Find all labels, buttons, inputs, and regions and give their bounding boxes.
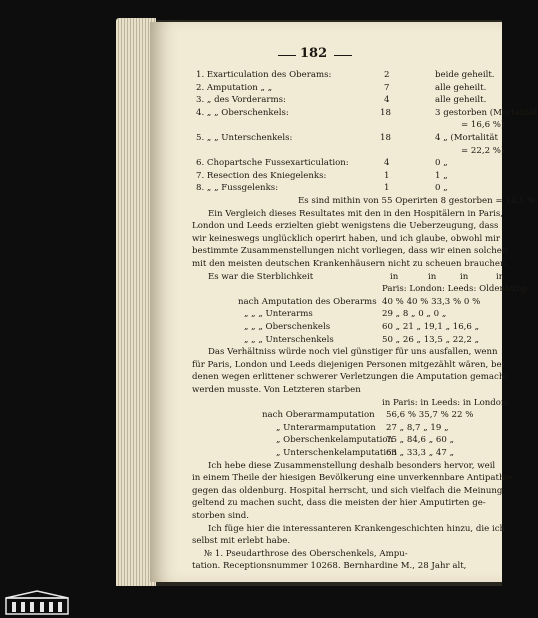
text-segment: wir keineswegs unglücklich operirt haben, und ich glaube, obwohl mir [192, 233, 501, 244]
text-segment: „ Unterarmamputation [276, 422, 376, 433]
text-segment: nach Oberarmamputation [262, 410, 375, 421]
text-line [194, 183, 494, 194]
text-line [194, 523, 506, 535]
text-line [194, 561, 494, 572]
text-segment: 7. Resection des Kniegelenks: [196, 170, 327, 181]
text-line [194, 549, 494, 560]
text-line [192, 259, 509, 270]
text-line [194, 385, 494, 396]
text-line [194, 397, 510, 409]
text-segment: nach Amputation des Oberarms [238, 296, 377, 307]
text-segment: 63 „ 33,3 „ 47 „ [386, 448, 455, 458]
text-line [194, 536, 494, 547]
header-dash-right [334, 55, 352, 56]
text-segment: „ „ „ Oberschenkels [244, 322, 331, 332]
page-number: 182 [300, 46, 328, 61]
text-segment: № 1. Pseudarthrose des Oberschenkels, Ampu- [204, 548, 408, 559]
text-segment: London und Leeds erzielten giebt wenigstens die Ueberzeugung, dass [192, 221, 499, 232]
text-line [194, 309, 494, 320]
text-segment: 4 [384, 95, 390, 106]
text-segment: 18 [380, 133, 391, 143]
text-segment: 2. Amputation „ „ [196, 82, 273, 93]
text-line [194, 423, 494, 434]
header-dash-left [278, 55, 296, 56]
text-line [194, 297, 494, 308]
text-line [194, 196, 538, 207]
text-segment: für Paris, London und Leeds diejenigen Personen mitgezählt wären, bei [192, 359, 505, 370]
text-line [192, 485, 503, 497]
text-segment: mit den meisten deutschen Krankenhäusern nicht zu scheuen brauchen. [192, 259, 509, 269]
text-segment: 40 % 40 % 33,3 % 0 % [382, 296, 481, 307]
text-line [194, 271, 505, 283]
text-line [192, 221, 499, 232]
text-segment: 56,6 % 35,7 % 22 % [386, 410, 474, 421]
text-segment: in [428, 271, 437, 282]
text-line [194, 435, 494, 446]
text-line [192, 372, 508, 383]
text-segment: „ „ „ Unterarms [244, 309, 313, 320]
text-segment: storben sind. [192, 511, 249, 521]
text-segment: 27 „ 8,7 „ 19 „ [386, 422, 449, 433]
text-segment: alle geheilt. [435, 82, 487, 93]
text-line [192, 473, 513, 484]
text-segment: Ich füge hier die interessanteren Krankengeschichten hinzu, die ich [208, 523, 506, 534]
text-segment: 29 „ 8 „ 0 „ 0 „ [382, 309, 447, 320]
footer-bar [0, 586, 504, 618]
text-segment: denen wegen erlittener schwerer Verletzungen die Amputation gemacht [192, 372, 508, 383]
text-line [194, 461, 494, 472]
text-segment: Ein Vergleich dieses Resultates mit den in den Hospitälern in Paris, [208, 208, 503, 219]
text-segment: 60 „ 21 „ 19,1 „ 16,6 „ [382, 322, 480, 332]
text-line [194, 322, 494, 333]
text-segment: 3 gestorben (Mortalität [435, 107, 538, 118]
text-segment: 4 „ (Mortalität [435, 133, 498, 143]
text-segment: alle geheilt. [435, 95, 487, 106]
text-segment: in [460, 271, 469, 282]
text-segment: werden musste. Von Letzteren starben [192, 385, 361, 395]
text-line [194, 284, 529, 295]
text-line [194, 145, 508, 157]
text-segment: bestimmte Zusammenstellungen nicht vorliegen, dass wir einen solchen [192, 246, 508, 257]
text-line [194, 335, 494, 346]
text-line [194, 410, 494, 421]
text-segment: selbst mit erlebt habe. [192, 536, 291, 547]
text-segment: in einem Theile der hiesigen Bevölkerung eine unverkennbare Antipathie [192, 473, 513, 484]
text-segment: Das Verhältniss würde noch viel günstiger für uns ausfallen, wenn [208, 347, 498, 358]
text-line [194, 448, 494, 459]
text-segment: Ich hebe diese Zusammenstellung deshalb besonders hervor, weil [208, 460, 496, 471]
text-line [192, 246, 508, 257]
library-building-logo [4, 590, 70, 616]
text-segment: 0 „ [435, 183, 448, 194]
text-segment: 0 „ [435, 158, 448, 169]
book-page [150, 22, 538, 582]
text-line [194, 120, 508, 131]
text-segment: 50 „ 26 „ 13,5 „ 22,2 „ [382, 334, 480, 345]
text-segment: Es sind mithin von 55 Operirten 8 gestorben = 14,5 %. [298, 196, 538, 206]
text-line [194, 83, 494, 94]
text-segment: geltend zu machen sucht, dass die meisten der hier Amputirten ge- [192, 498, 486, 509]
text-segment: „ Unterschenkelamputation [276, 448, 397, 458]
page-text [192, 70, 538, 575]
text-line [194, 70, 494, 81]
text-segment: 1 „ [435, 170, 448, 181]
text-segment: 4. „ „ Oberschenkels: [196, 107, 289, 118]
text-line [194, 171, 494, 182]
text-segment: Es war die Sterblichkeit [208, 271, 314, 282]
text-segment: 8. „ „ Fussgelenks: [196, 183, 279, 194]
text-segment: Paris: London: Leeds: Oldenburg: [382, 284, 529, 295]
text-line [194, 95, 494, 106]
text-line [194, 498, 494, 509]
text-segment: 18 [380, 107, 391, 118]
text-segment: in Paris: in Leeds: in London: [382, 397, 510, 408]
text-segment: 3. „ des Vorderarms: [196, 95, 286, 106]
text-segment: beide geheilt. [435, 70, 495, 80]
text-line [194, 347, 498, 358]
text-line [194, 208, 503, 220]
text-segment: 2 [384, 70, 390, 80]
text-segment: 7 [384, 82, 390, 93]
text-segment: = 22,2 %). [461, 145, 508, 156]
text-segment: 1. Exarticulation des Oberams: [196, 70, 332, 80]
text-segment: 1 [384, 183, 390, 194]
text-segment: tation. Receptionsnummer 10268. Bernhardine M., 28 Jahr alt, [192, 561, 467, 572]
text-segment: 75 „ 84,6 „ 60 „ [386, 435, 455, 446]
text-line [192, 359, 505, 371]
text-segment: 4 [384, 158, 390, 169]
text-segment: in [496, 271, 505, 282]
text-line [194, 107, 538, 119]
text-segment: 1 [384, 170, 390, 181]
text-segment: gegen das oldenburg. Hospital herrscht, und sich vielfach die Meinung [192, 485, 503, 496]
text-segment: „ Oberschenkelamputation [276, 435, 394, 446]
text-line [194, 133, 498, 144]
text-segment: in [390, 271, 399, 282]
text-line [192, 233, 501, 245]
text-segment: 5. „ „ Unterschenkels: [196, 133, 293, 143]
text-segment: 6. Chopartsche Fussexarticulation: [196, 158, 349, 169]
text-line [194, 511, 494, 522]
text-segment: = 16,6 %). [461, 120, 508, 131]
text-segment: „ „ „ Unterschenkels [244, 334, 334, 345]
text-line [194, 158, 494, 169]
